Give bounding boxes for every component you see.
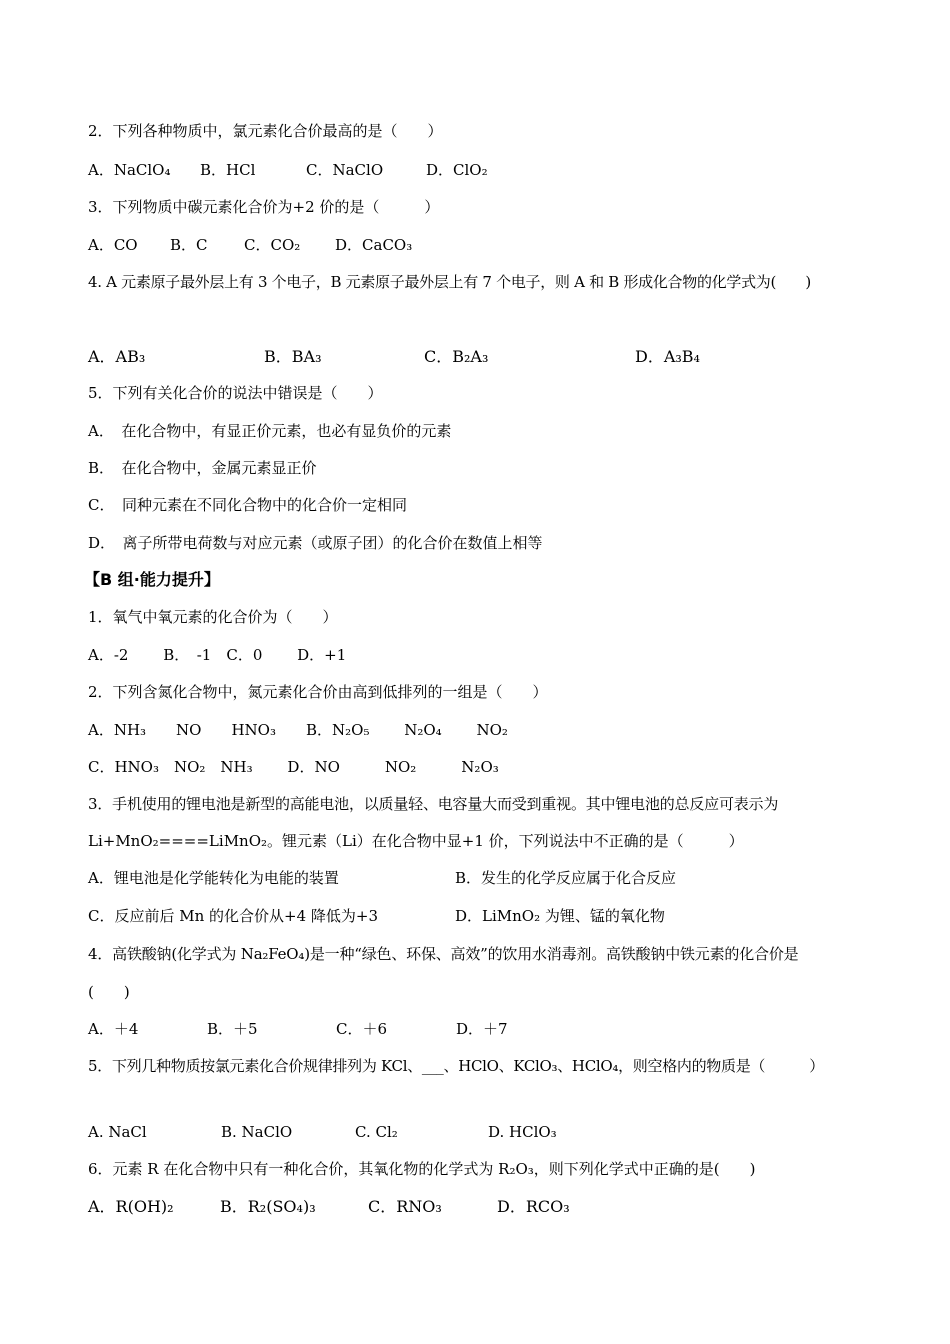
option-c: C．NaClO: [306, 161, 384, 179]
question-2-stem: 2．下列各种物质中，氯元素化合价最高的是（ ）: [88, 122, 443, 140]
option-d: D. HClO₃: [488, 1123, 557, 1141]
question-5-stem: 5．下列有关化合价的说法中错误是（ ）: [88, 384, 383, 402]
question-2-stem: 2．下列含氮化合物中，氮元素化合价由高到低排列的一组是（ ）: [88, 683, 548, 701]
options-row-1: A．NH₃ NO HNO₃ B．N₂O₅ N₂O₄ NO₂: [88, 721, 508, 739]
option-d: D．CaCO₃: [335, 236, 413, 254]
option-d: D． 离子所带电荷数与对应元素（或原子团）的化合价在数值上相等: [88, 534, 543, 552]
option-c: C． 同种元素在不同化合物中的化合价一定相同: [88, 496, 407, 514]
question-5-stem: 5．下列几种物质按氯元素化合价规律排列为 KCl、___、HClO、KClO₃、HClO₄，则空格内的物质是（ ）: [88, 1057, 824, 1075]
option-c: C．B₂A₃: [424, 347, 489, 366]
option-b: B．C: [170, 236, 208, 254]
question-4-stem-line-2: ( ): [88, 983, 130, 1001]
question-3-stem-line-2: Li+MnO₂====LiMnO₂。锂元素（Li）在化合物中显+1 价，下列说法中不正确的是（ ）: [88, 832, 744, 850]
option-d: D．A₃B₄: [635, 347, 700, 366]
option-a: A． 在化合物中，有显正价元素，也必有显负价的元素: [88, 422, 452, 440]
option-d: D．ClO₂: [426, 161, 488, 179]
option-a: A．R(OH)₂: [88, 1197, 174, 1216]
option-b: B． 在化合物中，金属元素显正价: [88, 459, 317, 477]
option-b: B．HCl: [200, 161, 256, 179]
question-4-stem-line-1: 4．高铁酸钠(化学式为 Na₂FeO₄)是一种“绿色、环保、高效”的饮用水消毒剂。高铁酸钠中铁元素的化合价是: [88, 945, 799, 963]
option-b: B. NaClO: [221, 1123, 293, 1141]
option-a: A. NaCl: [88, 1123, 147, 1141]
section-heading: 【B 组·能力提升】: [84, 570, 220, 589]
question-3-stem-line-1: 3．手机使用的锂电池是新型的高能电池，以质量轻、电容量大而受到重视。其中锂电池的总反应可表示为: [88, 795, 779, 813]
option-a: A．锂电池是化学能转化为电能的装置: [88, 869, 339, 887]
option-d: D．RCO₃: [497, 1197, 570, 1216]
option-a: A．AB₃: [88, 347, 146, 366]
option-c: C. Cl₂: [355, 1123, 398, 1141]
option-a: A．CO: [88, 236, 138, 254]
options-row-2: C．HNO₃ NO₂ NH₃ D．NO NO₂ N₂O₃: [88, 758, 499, 776]
option-c: C．＋6: [336, 1020, 388, 1038]
question-4-stem: 4. A 元素原子最外层上有 3 个电子，B 元素原子最外层上有 7 个电子，则 A 和 B 形成化合物的化学式为( ): [88, 273, 811, 291]
option-b: B．＋5: [207, 1020, 258, 1038]
question-6-stem: 6．元素 R 在化合物中只有一种化合价，其氧化物的化学式为 R₂O₃，则下列化学式中正确的是( ): [88, 1160, 756, 1178]
option-a: A．NaClO₄: [88, 161, 171, 179]
option-b: B．发生的化学反应属于化合反应: [455, 869, 677, 887]
question-1-stem: 1．氧气中氧元素的化合价为（ ）: [88, 608, 338, 626]
option-b: B．BA₃: [264, 347, 322, 366]
option-b: B．R₂(SO₄)₃: [220, 1197, 316, 1216]
option-d: D．＋7: [456, 1020, 508, 1038]
option-c: C．反应前后 Mn 的化合价从+4 降低为+3: [88, 907, 379, 925]
option-c: C．RNO₃: [368, 1197, 442, 1216]
option-c: C．CO₂: [244, 236, 301, 254]
question-3-stem: 3．下列物质中碳元素化合价为+2 价的是（ ）: [88, 198, 440, 216]
option-d: D．LiMnO₂ 为锂、锰的氧化物: [455, 907, 665, 925]
option-a: A．＋4: [88, 1020, 139, 1038]
options-row: A．-2 B． -1 C．0 D．+1: [88, 646, 347, 664]
